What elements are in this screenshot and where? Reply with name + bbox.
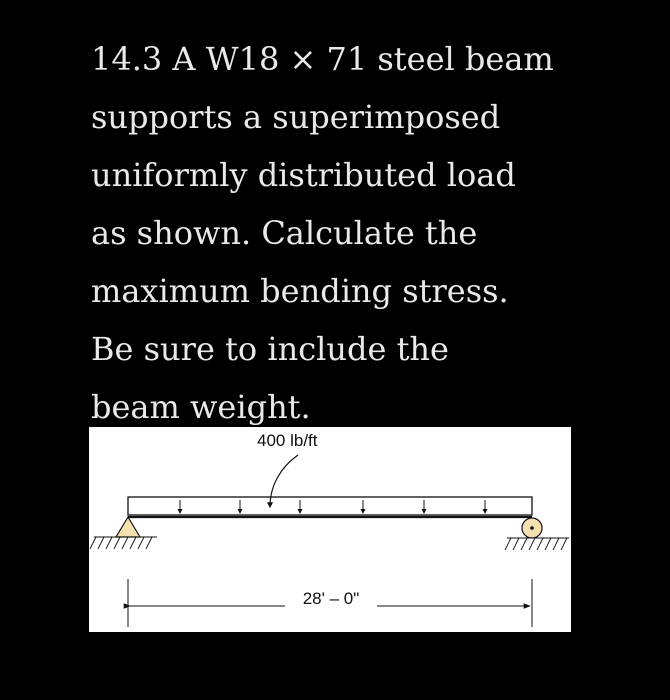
problem-line-2: supports a superimposed bbox=[91, 98, 501, 136]
beam-figure-panel bbox=[89, 427, 571, 632]
ground-hatch-icon bbox=[505, 538, 567, 550]
problem-line-6: Be sure to include the bbox=[91, 330, 449, 368]
load-arrows bbox=[180, 500, 485, 513]
problem-line-4: as shown. Calculate the bbox=[91, 214, 478, 252]
load-label: 400 lb/ft bbox=[257, 431, 318, 450]
distributed-load-block bbox=[128, 497, 532, 515]
problem-line-7: beam weight. bbox=[91, 388, 311, 426]
load-leader-arrow bbox=[270, 455, 298, 507]
roller-support-icon bbox=[507, 518, 569, 538]
problem-line-3: uniformly distributed load bbox=[91, 156, 516, 194]
beam-diagram bbox=[89, 427, 571, 632]
span-label: 28' – 0" bbox=[302, 589, 360, 608]
problem-line-5: maximum bending stress. bbox=[91, 272, 509, 310]
ground-hatch-icon bbox=[90, 537, 152, 549]
pin-support-icon bbox=[94, 517, 157, 537]
problem-line-1: 14.3 A W18 × 71 steel beam bbox=[91, 40, 554, 78]
problem-statement bbox=[91, 30, 651, 436]
